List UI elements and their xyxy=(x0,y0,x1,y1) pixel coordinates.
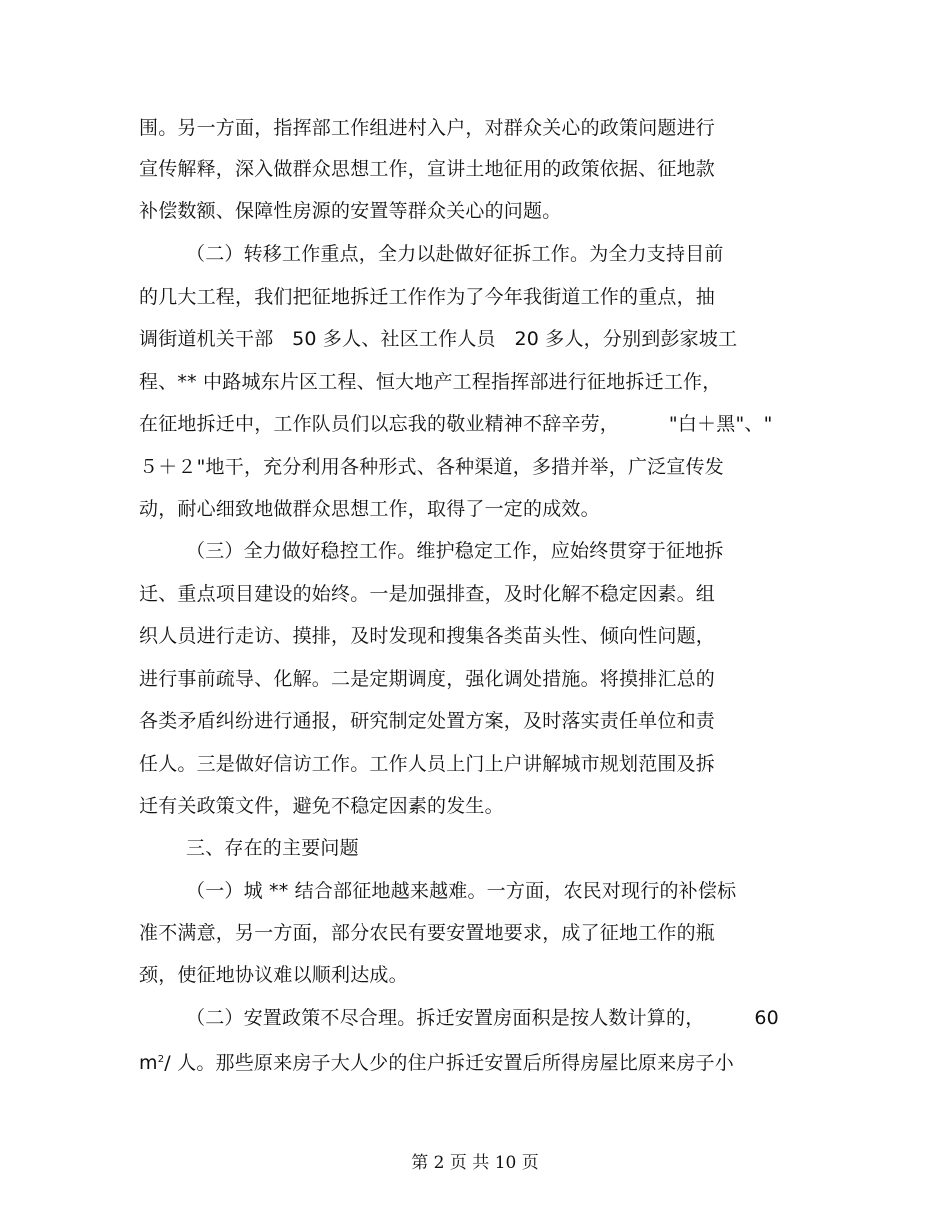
text-line: 程、** 中路城东片区工程、恒大地产工程指挥部进行征地拆迁工作， xyxy=(139,371,722,393)
text-line: 围。另一方面，指挥部工作组进村入户，对群众关心的政策问题进行 xyxy=(139,117,716,139)
section-heading: 三、存在的主要问题 xyxy=(186,837,359,859)
text-line: 动，耐心细致地做群众思想工作，取得了一定的成效。 xyxy=(139,498,600,520)
text-line: 进行事前疏导、化解。二是定期调度，强化调处措施。将摸排汇总的 xyxy=(139,668,716,690)
text-line: （二）转移工作重点，全力以赴做好征拆工作。为全力支持目前 xyxy=(186,243,724,265)
text-line: （二）安置政策不尽合理。拆迁安置房面积是按人数计算的， 60 xyxy=(186,1007,779,1029)
text-line: 准不满意，另一方面，部分农民有要安置地要求，成了征地工作的瓶 xyxy=(139,922,716,944)
text-line-rest: / 人。那些原来房子大人少的住户拆迁安置后所得房屋比原来房子小 xyxy=(164,1052,734,1074)
unit-m: m xyxy=(139,1052,158,1074)
text-line: ５＋２"地干，充分利用各种形式、各种渠道，多措并举，广泛宣传发 xyxy=(139,456,724,478)
text-line: 各类矛盾纠纷进行通报，研究制定处置方案，及时落实责任单位和责 xyxy=(139,710,716,732)
text-line: 的几大工程，我们把征地拆迁工作作为了今年我街道工作的重点，抽 xyxy=(139,286,716,308)
text-line: 任人。三是做好信访工作。工作人员上门上户讲解城市规划范围及拆 xyxy=(139,753,716,775)
text-line: 宣传解释，深入做群众思想工作，宣讲土地征用的政策依据、征地款 xyxy=(139,158,716,180)
text-line: 颈，使征地协议难以顺利达成。 xyxy=(139,964,408,986)
text-line: 迁、重点项目建设的始终。一是加强排查，及时化解不稳定因素。组 xyxy=(139,583,716,605)
text-line: 调街道机关干部 50 多人、社区工作人员 20 多人，分别到彭家坡工 xyxy=(139,328,738,350)
text-line: 织人员进行走访、摸排，及时发现和搜集各类苗头性、倾向性问题， xyxy=(139,625,716,647)
text-line xyxy=(139,1047,734,1076)
text-line: 在征地拆迁中，工作队员们以忘我的敬业精神不辞辛劳， "白＋黑"、" xyxy=(139,413,773,435)
unit-superscript: 2 xyxy=(157,1054,165,1065)
text-line: 补偿数额、保障性房源的安置等群众关心的问题。 xyxy=(139,200,562,222)
text-line: 迁有关政策文件，避免不稳定因素的发生。 xyxy=(139,795,504,817)
text-line: （一）城 ** 结合部征地越来越难。一方面，农民对现行的补偿标 xyxy=(186,880,737,902)
text-line: （三）全力做好稳控工作。维护稳定工作，应始终贯穿于征地拆 xyxy=(186,540,724,562)
page-footer: 第 2 页 共 10 页 xyxy=(411,1153,539,1173)
